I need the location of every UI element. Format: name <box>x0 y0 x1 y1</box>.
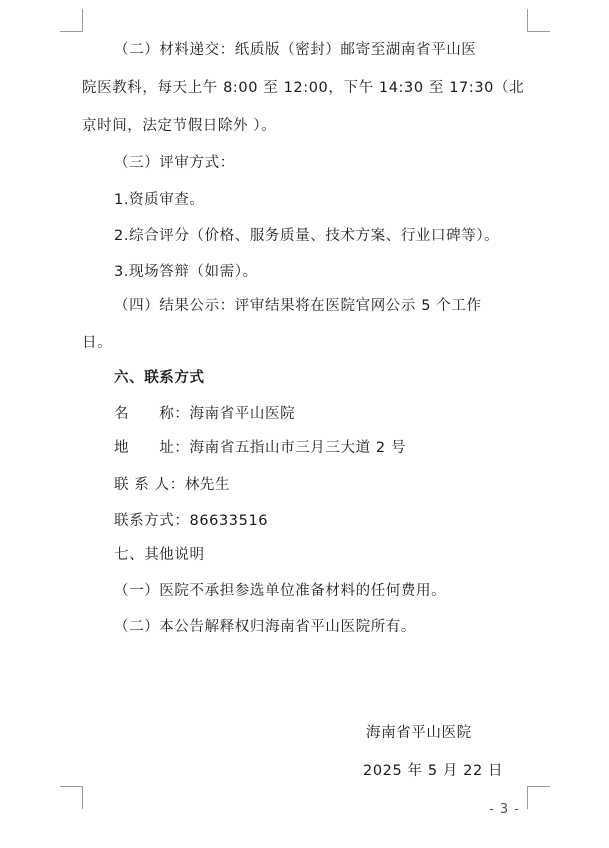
submission-line-2: 院医教科，每天上午 8:00 至 12:00，下午 14:30 至 17:30（北 <box>82 80 525 96</box>
page-number: - 3 - <box>489 802 520 817</box>
signature-date: 2025 年 5 月 22 日 <box>363 763 504 779</box>
contact-phone-line: 联系方式：86633516 <box>114 513 269 529</box>
corner-mark-bottom-left <box>60 786 83 809</box>
review-step-3: 3.现场答辩（如需）。 <box>114 264 258 280</box>
signature-organization: 海南省平山医院 <box>366 725 472 741</box>
contact-section-heading: 六、联系方式 <box>114 370 205 386</box>
contact-person-line: 联 系 人：林先生 <box>114 477 231 493</box>
corner-mark-top-left <box>60 9 83 32</box>
submission-line-1: （二）材料递交：纸质版（密封）邮寄至湖南省平山医 <box>114 42 477 58</box>
corner-mark-bottom-right <box>527 786 550 809</box>
review-step-2: 2.综合评分（价格、服务质量、技术方案、行业口碑等）。 <box>114 228 500 244</box>
other-note-1: （一）医院不承担参选单位准备材料的任何费用。 <box>114 583 447 599</box>
other-note-2: （二）本公告解释权归海南省平山医院所有。 <box>114 619 416 635</box>
contact-address-line: 地 址：海南省五指山市三月三大道 2 号 <box>114 440 407 456</box>
corner-mark-top-right <box>527 9 550 32</box>
other-notes-heading: 七、其他说明 <box>114 547 205 563</box>
result-publicity-line-1: （四）结果公示：评审结果将在医院官网公示 5 个工作 <box>114 298 482 314</box>
result-publicity-line-2: 日。 <box>82 335 113 351</box>
review-step-1: 1.资质审查。 <box>114 192 205 208</box>
contact-name-line: 名 称：海南省平山医院 <box>114 406 296 422</box>
review-method-heading: （三）评审方式： <box>114 155 235 171</box>
submission-line-3: 京时间，法定节假日除外 ）。 <box>82 118 277 134</box>
